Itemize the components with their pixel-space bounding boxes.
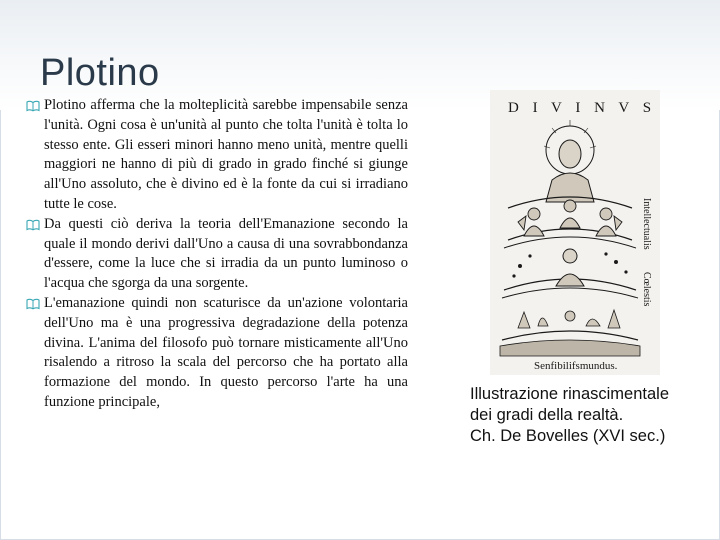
bullet-emphasis: Emanazione (263, 215, 335, 232)
renaissance-woodcut-illustration (490, 90, 660, 375)
book-icon (26, 100, 40, 112)
bullet-list (26, 96, 408, 413)
bullet-text-tail: , che è divino ed è la fonte da cui si irradiano tutte le cose. (44, 176, 409, 212)
woodcut-top-label: D I V I N V S (508, 100, 657, 116)
bullet-text: L'emanazione quindi non scaturisce da un'azione volontaria dell'Uno ma è una progressiva degradazione della potenza divina. L'anima del filosofo può tornare misticamente all'Uno risalendo a ritroso la scala del percorso che ha portato alla formazione del mondo. In questo percorso l'arte ha una funzione principale, (44, 294, 408, 410)
woodcut-drawing (490, 90, 660, 375)
woodcut-bottom-label: Senfibilifsmundus. (534, 360, 618, 372)
bullet-text-tail: secondo la quale il mondo derivi dall'Uno a causa di una sovrabbondanza d'essere, come la luce che si irradia da un punto luminoso o l'acqua che sgorga da una sorgente. (44, 215, 408, 292)
caption-line-3: Ch. De Bovelles (XVI sec.) (470, 427, 666, 445)
bullet-item-2 (26, 215, 408, 294)
caption-line-1: Illustrazione rinascimentale (470, 385, 670, 403)
bullet-text: Da questi ciò deriva la teoria dell' (44, 215, 264, 232)
woodcut-side-label-1: Intellectualis (641, 198, 652, 250)
bullet-item-3 (26, 294, 408, 413)
bullet-emphasis: Uno assoluto (61, 176, 139, 193)
book-icon (26, 219, 40, 231)
image-caption (470, 384, 700, 447)
bullet-text: Plotino afferma che la molteplicità sarebbe impensabile senza l'unità. Ogni cosa è un'unità al punto che tolta l'unità è tolta lo stesso ente. Gli esseri minori hanno meno unità, mentre quelli maggiori ne hanno di più di grado in grado finché si giunge all' (44, 97, 408, 193)
slide-title: Plotino (40, 52, 160, 94)
book-icon (26, 298, 40, 310)
woodcut-side-label-2: Cœlestis (641, 272, 652, 307)
caption-line-2: dei gradi della realtà. (470, 406, 624, 424)
bullet-item-1 (26, 96, 408, 215)
